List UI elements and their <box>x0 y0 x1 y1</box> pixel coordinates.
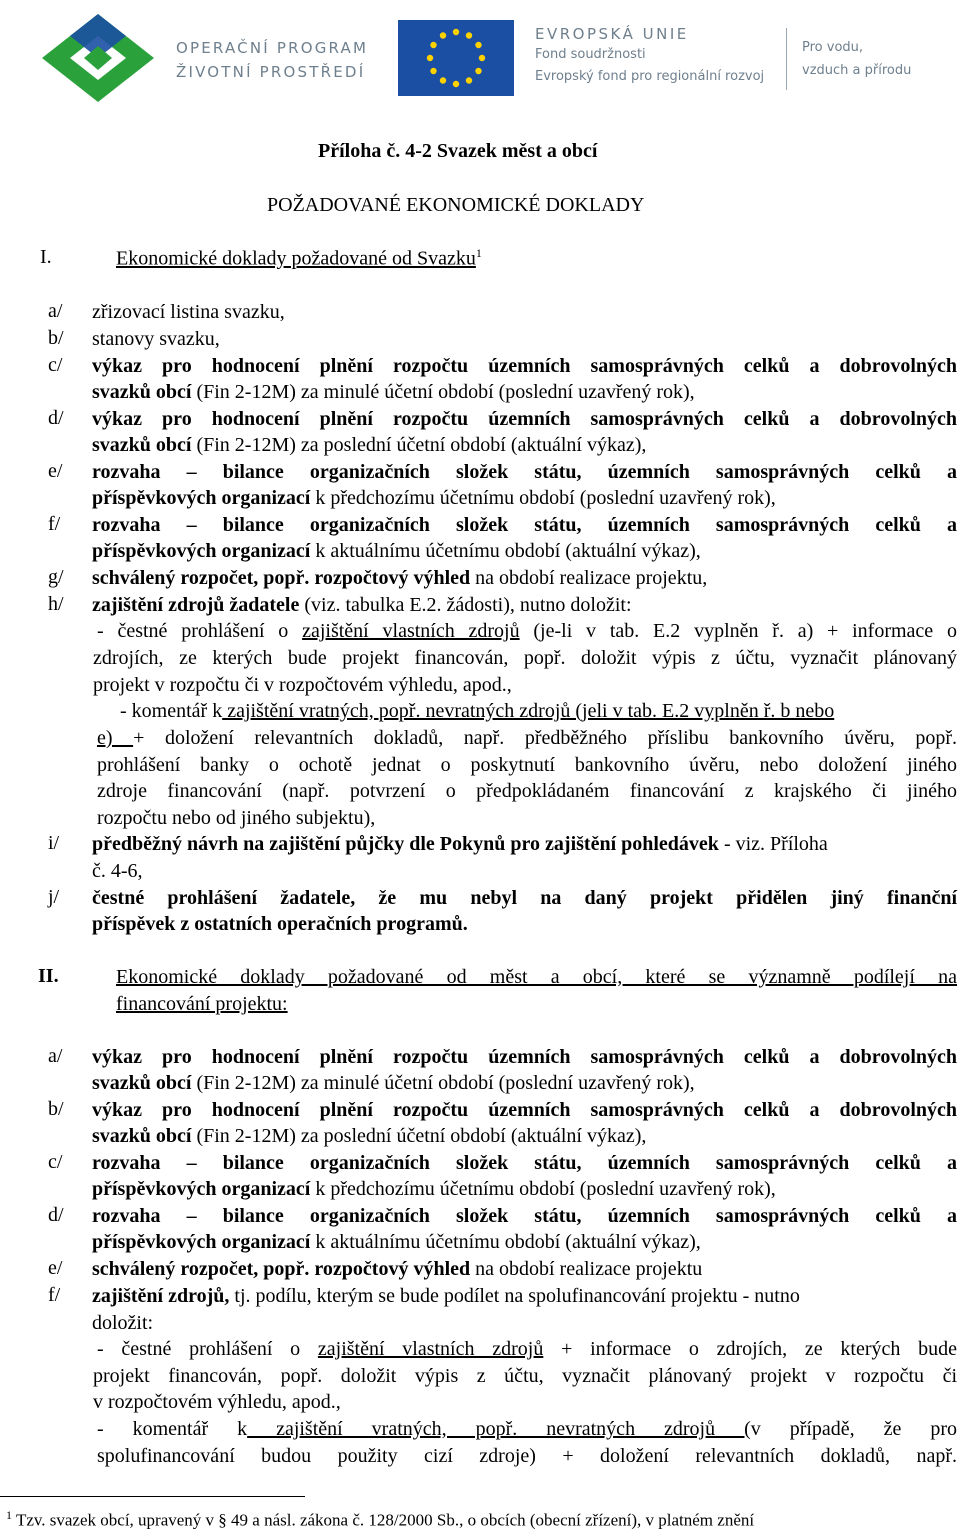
s2-f-line6: - komentář k zajištění vratných, popř. nevratných zdrojů (v případě, že pro <box>97 1418 958 1440</box>
eu-title: EVROPSKÁ UNIE <box>535 25 689 43</box>
opzp-line2: ŽIVOTNÍ PROSTŘEDÍ <box>176 63 366 81</box>
s1-g-text: schválený rozpočet, popř. rozpočtový výhled na období realizace projektu, <box>92 567 708 589</box>
s2-d-label: d/ <box>48 1204 64 1226</box>
s1-h-label: h/ <box>48 593 64 615</box>
s1-h-line3: projekt v rozpočtu či v rozpočtovém výhledu, apod., <box>93 674 512 696</box>
s2-e-text: schválený rozpočet, popř. rozpočtový výhled na období realizace projektu <box>92 1258 703 1280</box>
page-header <box>0 0 960 115</box>
s1-j-label: j/ <box>48 886 60 908</box>
section1-heading-text: Ekonomické doklady požadované od Svazku <box>116 247 476 270</box>
s2-c-line2: příspěvkových organizací k předchozímu účetnímu období (poslední uzavřený rok), <box>92 1178 776 1200</box>
s1-c-line2: svazků obcí (Fin 2-12M) za minulé účetní období (poslední uzavřený rok), <box>92 381 695 403</box>
document-subtitle: POŽADOVANÉ EKONOMICKÉ DOKLADY <box>267 194 645 216</box>
s1-h-text: zajištění zdrojů žadatele (viz. tabulka E.2. žádosti), nutno doložit: <box>92 594 632 616</box>
s1-f-label: f/ <box>48 513 61 535</box>
s2-f-line7: spolufinancování budou použity cizí zdroje) + doložení relevantních dokladů, např. <box>97 1445 957 1467</box>
s1-h-line5: e) + doložení relevantních dokladů, např. předběžného příslibu bankovního úvěru, popř. <box>97 727 957 749</box>
slogan-line1: Pro vodu, <box>802 40 864 55</box>
s2-c-line1: rozvaha – bilance organizačních složek státu, územních samosprávných celků a <box>92 1152 957 1174</box>
s2-d-line2: příspěvkových organizací k aktuálnímu účetnímu období (aktuální výkaz), <box>92 1231 701 1253</box>
footnote-number: 1 <box>6 1508 12 1522</box>
section2-number: II. <box>38 965 59 987</box>
s2-b-label: b/ <box>48 1098 64 1120</box>
s2-a-line2: svazků obcí (Fin 2-12M) za minulé účetní období (poslední uzavřený rok), <box>92 1072 695 1094</box>
eu-wordmark <box>535 24 764 88</box>
s1-f-line1: rozvaha – bilance organizačních složek státu, územních samosprávných celků a <box>92 514 957 536</box>
s1-j-line2: příspěvek z ostatních operačních programů. <box>92 913 468 935</box>
section2-heading-line1: Ekonomické doklady požadované od měst a obcí, které se významně podílejí na <box>116 966 957 988</box>
s1-d-line1: výkaz pro hodnocení plnění rozpočtu územních samosprávných celků a dobrovolných <box>92 408 957 430</box>
s1-h-line7: zdroje financování (např. potvrzení o předpokládaném financování z krajského či jiného <box>97 780 957 802</box>
s1-c-line1: výkaz pro hodnocení plnění rozpočtu územních samosprávných celků a dobrovolných <box>92 355 957 377</box>
s1-b-label: b/ <box>48 327 64 349</box>
s2-f-line3: - čestné prohlášení o zajištění vlastních zdrojů + informace o zdrojích, ze kterých bude <box>97 1338 957 1360</box>
s2-e-label: e/ <box>48 1257 63 1279</box>
s1-g-label: g/ <box>48 566 64 588</box>
document-title: Příloha č. 4-2 Svazek měst a obcí <box>318 140 598 162</box>
s1-a-label: a/ <box>48 300 63 322</box>
opzp-wordmark <box>176 36 368 84</box>
s2-f-line2: doložit: <box>92 1312 154 1334</box>
s1-i-line2: č. 4-6, <box>92 860 143 882</box>
footnote-text: Tzv. svazek obcí, upravený v § 49 a násl. zákona č. 128/2000 Sb., o obcích (obecní zřízení), v platném znění <box>12 1510 755 1530</box>
s2-f-label: f/ <box>48 1284 61 1306</box>
s1-e-line2: příspěvkových organizací k předchozímu účetnímu období (poslední uzavřený rok), <box>92 487 776 509</box>
s1-a-text: zřizovací listina svazku, <box>92 301 285 323</box>
s1-h-line8: rozpočtu nebo od jiného subjektu), <box>97 807 376 829</box>
s2-f-line4: projekt financován, popř. doložit výpis z účtu, vyznačit plánovaný projekt v rozpočtu či <box>93 1365 957 1387</box>
eu-fund-1: Fond soudržnosti <box>535 47 646 62</box>
s1-h-line1: - čestné prohlášení o zajištění vlastních zdrojů (je-li v tab. E.2 vyplněn ř. a) + informace o <box>97 620 957 642</box>
s1-c-label: c/ <box>48 354 63 376</box>
s1-b-text: stanovy svazku, <box>92 328 220 350</box>
s1-e-label: e/ <box>48 460 63 482</box>
s2-b-line2: svazků obcí (Fin 2-12M) za poslední účetní období (aktuální výkaz), <box>92 1125 647 1147</box>
header-divider <box>786 28 787 90</box>
s2-a-label: a/ <box>48 1045 63 1067</box>
s2-b-line1: výkaz pro hodnocení plnění rozpočtu územních samosprávných celků a dobrovolných <box>92 1099 957 1121</box>
footnote-ref: 1 <box>475 246 482 260</box>
eu-flag-icon <box>398 20 514 96</box>
opzp-line1: OPERAČNÍ PROGRAM <box>176 39 369 57</box>
s1-j-line1: čestné prohlášení žadatele, že mu nebyl na daný projekt přidělen jiný finanční <box>92 887 957 909</box>
s1-e-line1: rozvaha – bilance organizačních složek státu, územních samosprávných celků a <box>92 461 957 483</box>
s1-h-line2: zdrojích, ze kterých bude projekt financován, popř. doložit výpis z účtu, vyznačit plánovaný <box>93 647 957 669</box>
footnote-divider <box>0 1496 305 1497</box>
s2-c-label: c/ <box>48 1151 63 1173</box>
s1-d-line2: svazků obcí (Fin 2-12M) za poslední účetní období (aktuální výkaz), <box>92 434 647 456</box>
s2-a-line1: výkaz pro hodnocení plnění rozpočtu územních samosprávných celků a dobrovolných <box>92 1046 957 1068</box>
s2-d-line1: rozvaha – bilance organizačních složek státu, územních samosprávných celků a <box>92 1205 957 1227</box>
slogan-line2: vzduch a přírodu <box>802 63 912 78</box>
footnote <box>6 1508 754 1531</box>
s1-h-line4: - komentář k zajištění vratných, popř. nevratných zdrojů (jeli v tab. E.2 vyplněn ř. b nebo <box>120 700 835 722</box>
s1-h-line6: prohlášení banky o ochotě jednat o poskytnutí bankovního úvěru, nebo doložení jiného <box>97 754 957 776</box>
section1-heading <box>116 246 482 271</box>
s1-i-text: předběžný návrh na zajištění půjčky dle Pokynů pro zajištění pohledávek - viz. Příloha <box>92 833 828 855</box>
opzp-logo-icon <box>38 10 158 106</box>
s1-f-line2: příspěvkových organizací k aktuálnímu účetnímu období (aktuální výkaz), <box>92 540 701 562</box>
s2-f-text: zajištění zdrojů, tj. podílu, kterým se bude podílet na spolufinancování projektu - nutno <box>92 1285 800 1307</box>
section1-number: I. <box>40 246 52 268</box>
section2-heading-line2: financování projektu: <box>116 993 288 1015</box>
s1-d-label: d/ <box>48 407 64 429</box>
eu-fund-2: Evropský fond pro regionální rozvoj <box>535 69 765 84</box>
slogan <box>802 36 911 82</box>
s2-f-line5: v rozpočtovém výhledu, apod., <box>93 1391 341 1413</box>
s1-i-label: i/ <box>48 832 60 854</box>
